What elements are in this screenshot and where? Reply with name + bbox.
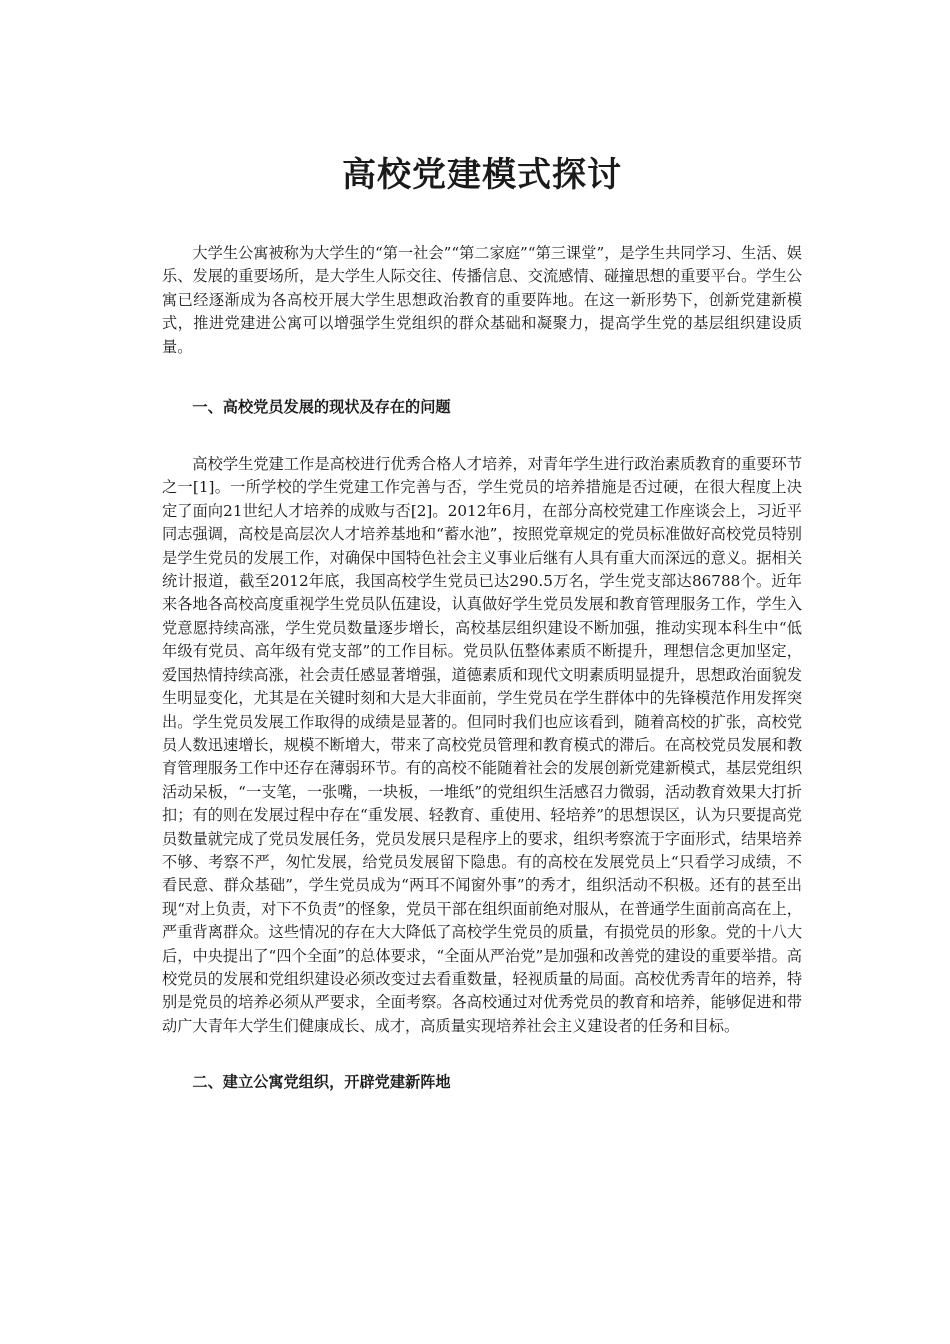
section-heading-1: 一、高校党员发展的现状及存在的问题 — [192, 398, 451, 417]
spacer — [162, 419, 802, 453]
spacer — [162, 359, 802, 395]
intro-paragraph: 大学生公寓被称为大学生的“第一社会”“第二家庭”“第三课堂”，是学生共同学习、生活、娱乐、发展的重要场所，是大学生人际交往、传播信息、交流感情、碰撞思想的重要平台。学生公寓已经逐渐成为各高校开展大学生思想政治教育的重要阵地。在这一新形势下，创新党建新模式，推进党建进公寓可以增强学生党组织的群众基础和凝聚力，提高学生党的基层组织建设质量。 — [162, 244, 802, 356]
spacer — [162, 1038, 802, 1070]
document-page — [162, 150, 802, 1094]
section-1-paragraph: 高校学生党建工作是高校进行优秀合格人才培养，对青年学生进行政治素质教育的重要环节之一[1]。一所学校的学生党建工作完善与否，学生党员的培养措施是否过硬，在很大程度上决定了面向21世纪人才培养的成败与否[2]。2012年6月，在部分高校党建工作座谈会上，习近平同志强调，高校是高层次人才培养基地和“蓄水池”，按照党章规定的党员标准做好高校党员特别是学生党员的发展工作，对确保中国特色社会主义事业后继有人具有重大而深远的意义。据相关统计报道，截至2012年底，我国高校学生党员已达290.5万名，学生党支部达86788个。近年来各地各高校高度重视学生党员队伍建设，认真做好学生党员发展和教育管理服务工作，学生入党意愿持续高涨，学生党员数量逐步增长，高校基层组织建设不断加强，推动实现本科生中“低年级有党员、高年级有党支部”的工作目标。党员队伍整体素质不断提升，理想信念更加坚定，爱国热情持续高涨，社会责任感显著增强，道德素质和现代文明素质明显提升，思想政治面貌发生明显变化，尤其是在关键时刻和大是大非面前，学生党员在学生群体中的先锋模范作用发挥突出。学生党员发展工作取得的成绩是显著的。但同时我们也应该看到，随着高校的扩张，高校党员人数迅速增长，规模不断增大，带来了高校党员管理和教育模式的滞后。在高校党员发展和教育管理服务工作中还存在薄弱环节。有的高校不能随着社会的发展创新党建新模式，基层党组织活动呆板，“一支笔，一张嘴，一块板，一堆纸”的党组织生活感召力微弱，活动教育效果大打折扣；有的则在发展过程中存在“重发展、轻教育、重使用、轻培养”的思想误区，认为只要提高党员数量就完成了党员发展任务，党员发展只是程序上的要求，组织考察流于字面形式，结果培养不够、考察不严，匆忙发展，给党员发展留下隐患。有的高校在发展党员上“只看学习成绩，不看民意、群众基础”，学生党员成为“两耳不闻窗外事”的秀才，组织活动不积极。还有的甚至出现“对上负责，对下不负责”的怪象，党员干部在组织面前绝对服从，在普通学生面前高高在上，严重背离群众。这些情况的存在大大降低了高校学生党员的质量，有损党员的形象。党的十八大后，中央提出了“四个全面”的总体要求，“全面从严治党”是加强和改善党的建设的重要举措。高校党员的发展和党组织建设必须改变过去看重数量，轻视质量的局面。高校优秀青年的培养，特别是党员的培养必须从严要求，全面考察。各高校通过对优秀党员的教育和培养，能够促进和带动广大青年大学生们健康成长、成才，高质量实现培养社会主义建设者的任务和目标。 — [162, 455, 802, 1035]
document-title: 高校党建模式探讨 — [342, 155, 622, 195]
section-heading-2: 二、建立公寓党组织，开辟党建新阵地 — [192, 1073, 451, 1092]
